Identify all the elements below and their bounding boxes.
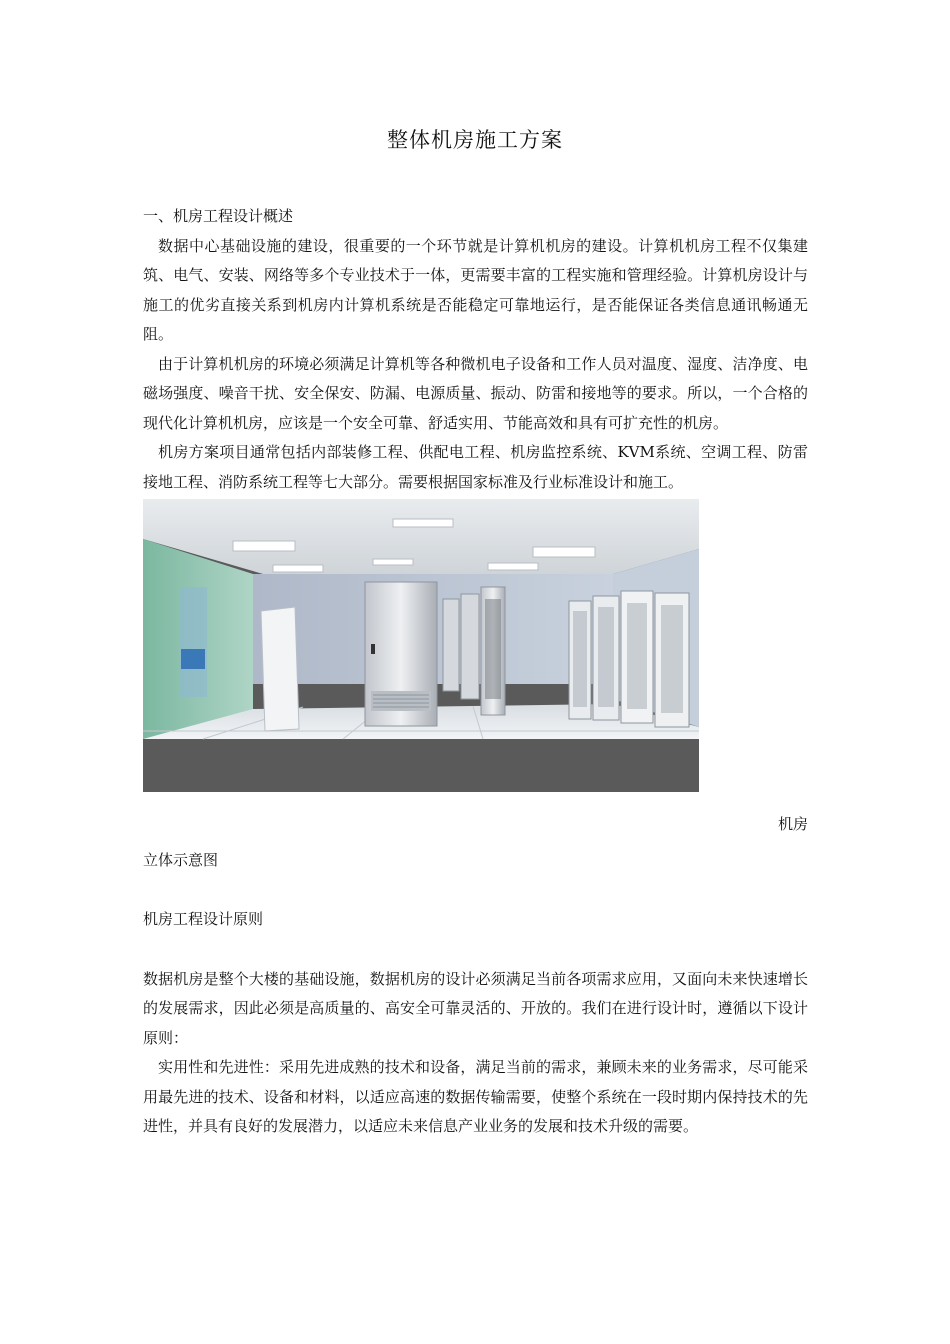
paragraph-1: 数据中心基础设施的建设，很重要的一个环节就是计算机机房的建设。计算机机房工程不仅集建筑、电气、安装、网络等多个专业技术于一体，更需要丰富的工程实施和管理经验。计算机房设计与施工的优劣直接关系到机房内计算机系统是否能稳定可靠地运行，是否能保证各类信息通讯畅通无阻。 xyxy=(143,236,808,343)
section-heading-overview: 一、机房工程设计概述 xyxy=(143,207,294,225)
section-heading-principles: 机房工程设计原则 xyxy=(143,910,264,928)
figure-caption-part1: 机房 xyxy=(777,815,808,833)
server-room-illustration xyxy=(143,499,699,792)
figure-caption-part2: 立体示意图 xyxy=(143,850,219,869)
document-body xyxy=(143,202,808,1142)
server-room-image xyxy=(143,499,699,792)
paragraph-5: 实用性和先进性：采用先进成熟的技术和设备，满足当前的需求，兼顾未来的业务需求，尽可能采用最先进的技术、设备和材料，以适应高速的数据传输需要，使整个系统在一段时期内保持技术的先进性，并具有良好的发展潜力，以适应未来信息产业业务的发展和技术升级的需要。 xyxy=(143,1058,808,1135)
paragraph-3: 机房方案项目通常包括内部装修工程、供配电工程、机房监控系统、KVM系统、空调工程、防雷接地工程、消防系统工程等七大部分。需要根据国家标准及行业标准设计和施工。 xyxy=(143,443,808,491)
document-title: 整体机房施工方案 xyxy=(387,128,563,152)
paragraph-4: 数据机房是整个大楼的基础设施，数据机房的设计必须满足当前各项需求应用，又面向未来快速增长的发展需求，因此必须是高质量的、高安全可靠灵活的、开放的。我们在进行设计时，遵循以下设计原则： xyxy=(143,969,808,1047)
paragraph-2: 由于计算机机房的环境必须满足计算机等各种微机电子设备和工作人员对温度、湿度、洁净度、电磁场强度、噪音干扰、安全保安、防漏、电源质量、振动、防雷和接地等的要求。所以，一个合格的现代化计算机机房，应该是一个安全可靠、舒适实用、节能高效和具有可扩充性的机房。 xyxy=(143,354,808,432)
